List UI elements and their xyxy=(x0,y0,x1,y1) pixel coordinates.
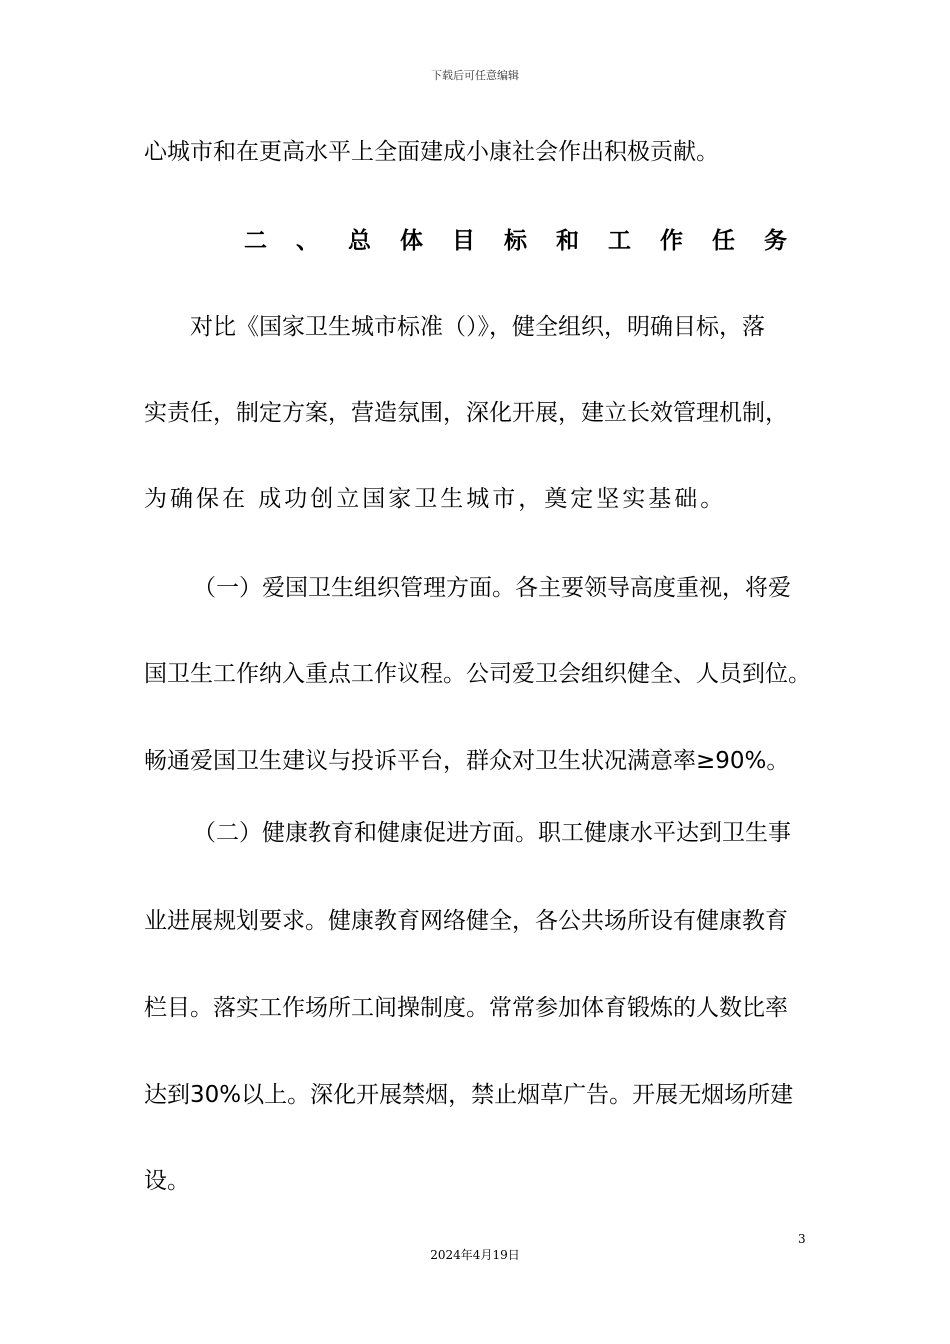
body-line-8: （二）健康教育和健康促进方面。职工健康水平达到卫生事 xyxy=(193,820,791,846)
body-line-5: （一）爱国卫生组织管理方面。各主要领导高度重视，将爱 xyxy=(193,575,791,601)
body-line-3: 实责任，制定方案，营造氛围，深化开展，建立长效管理机制， xyxy=(144,400,788,426)
body-line-6: 国卫生工作纳入重点工作议程。公司爱卫会组织健全、人员到位。 xyxy=(144,661,811,687)
body-line-10: 栏目。落实工作场所工间操制度。常常参加体育锻炼的人数比率 xyxy=(144,995,788,1021)
body-line-7: 畅通爱国卫生建议与投诉平台，群众对卫生状况满意率≥90%。 xyxy=(144,748,790,774)
body-line-2: 对比《国家卫生城市标准（）》，健全组织，明确目标，落 xyxy=(190,314,765,340)
body-line-12: 设。 xyxy=(144,1168,190,1194)
footer-date: 2024年4月19日 xyxy=(430,1248,520,1262)
section-heading: 二、总体目标和工作任务 xyxy=(244,228,816,254)
page-number: 3 xyxy=(798,1232,806,1246)
body-line-4: 为确保在 成功创立国家卫生城市，奠定坚实基础。 xyxy=(144,486,727,512)
header-note: 下载后可任意编辑 xyxy=(431,69,519,82)
body-line-9: 业进展规划要求。健康教育网络健全，各公共场所设有健康教育 xyxy=(144,908,788,934)
body-line-1: 心城市和在更高水平上全面建成小康社会作出积极贡献。 xyxy=(144,139,719,165)
body-line-11: 达到30%以上。深化开展禁烟，禁止烟草广告。开展无烟场所建 xyxy=(144,1082,794,1108)
